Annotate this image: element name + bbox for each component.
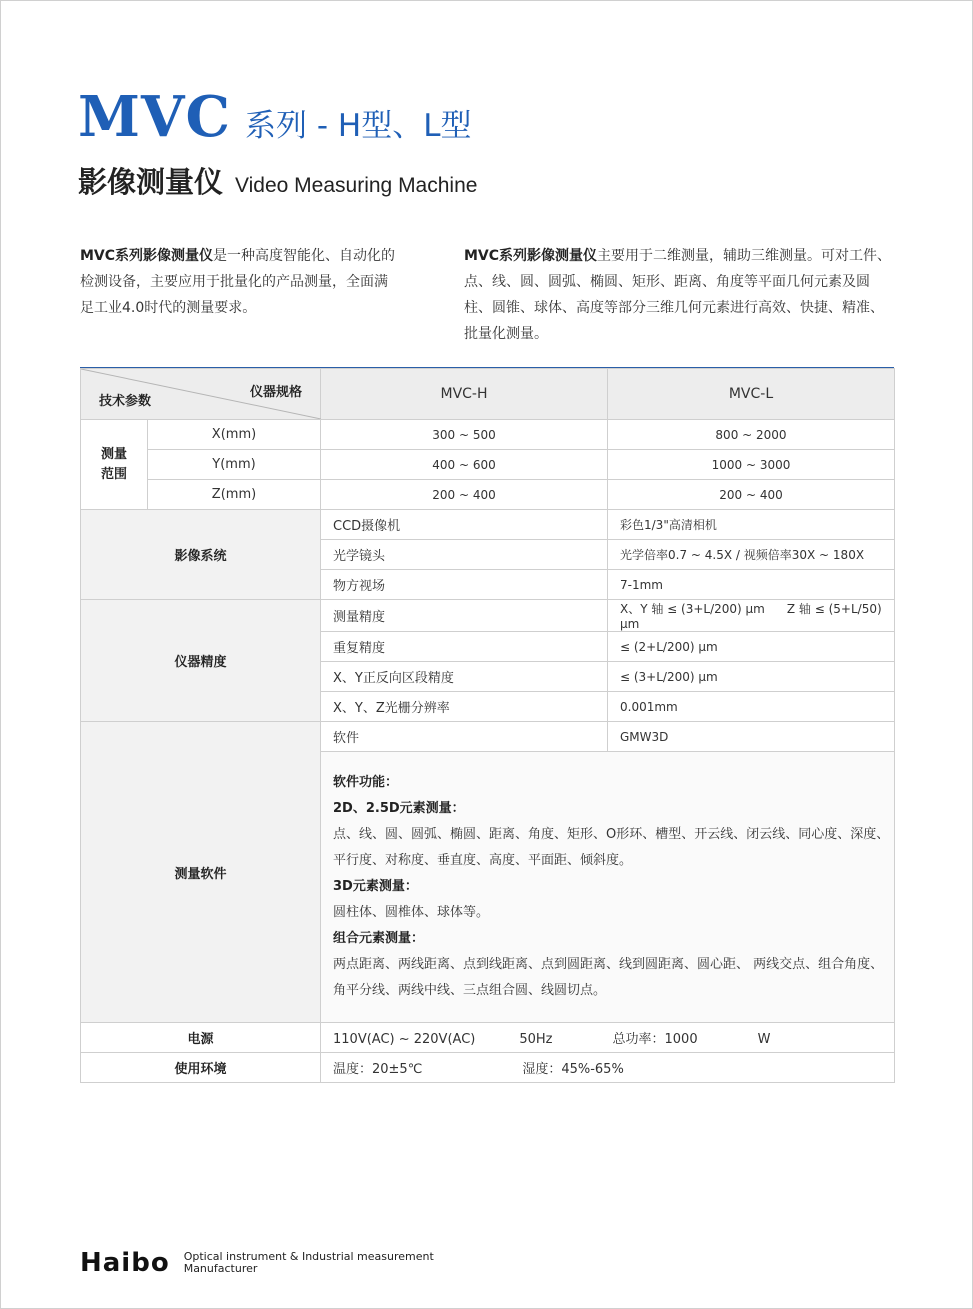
intro-left-text: 是一种高度智能化、自动化的检测设备，主要应用于批量化的产品测量，全面满足工业4.0时代的测量要求。: [80, 248, 396, 316]
intro-right-bold: MVC系列影像测量仪: [464, 248, 598, 264]
cell-value: 400 ~ 600: [321, 450, 608, 480]
tagline-line2: Manufacturer: [183, 1262, 258, 1275]
table-row: [81, 1053, 895, 1083]
series-title: 系列 - H型、L型: [245, 108, 472, 144]
col-header-mvc-l: MVC-L: [608, 369, 895, 420]
haibo-logo: Haibo: [80, 1248, 170, 1278]
axis-label: X(mm): [148, 420, 321, 450]
cell-value: 1000 ~ 3000: [608, 450, 895, 480]
axis-label: Z(mm): [148, 480, 321, 510]
group-software: 测量软件: [81, 722, 321, 1023]
functions-title: 软件功能：: [333, 775, 399, 790]
sec1-title: 2D、2.5D元素测量：: [333, 801, 465, 816]
param-name: CCD摄像机: [321, 510, 608, 540]
table-row: [81, 722, 895, 752]
power-voltage: 110V(AC) ~ 220V(AC): [333, 1032, 476, 1047]
axis-label: Y(mm): [148, 450, 321, 480]
power-total: 总功率：1000: [612, 1032, 698, 1047]
page-subtitle: [78, 160, 477, 201]
table-row: [81, 600, 895, 632]
param-name: 重复精度: [321, 632, 608, 662]
subtitle-en: Video Measuring Machine: [235, 174, 478, 197]
accuracy-xy: X、Y 轴 ≤ (3+L/200) μm: [620, 602, 765, 616]
param-value: 彩色1/3"高清相机: [608, 510, 895, 540]
group-accuracy: 仪器精度: [81, 600, 321, 722]
group-imaging: 影像系统: [81, 510, 321, 600]
table-row: [81, 420, 895, 450]
param-label: 技术参数: [99, 394, 152, 409]
intro-left-bold: MVC系列影像测量仪: [80, 248, 214, 264]
param-value: ≤ (2+L/200) μm: [608, 632, 895, 662]
cell-value: 200 ~ 400: [321, 480, 608, 510]
param-name: 软件: [321, 722, 608, 752]
table-row: [81, 510, 895, 540]
param-value: 0.001mm: [608, 692, 895, 722]
env-temperature: 温度：20±5℃: [333, 1062, 423, 1077]
param-value: 7-1mm: [608, 570, 895, 600]
subtitle-cn: 影像测量仪: [78, 165, 224, 199]
tagline-line1: Optical instrument & Industrial measurement: [183, 1250, 434, 1263]
footer-tagline: [184, 1251, 434, 1275]
param-name: 测量精度: [321, 600, 608, 632]
page-title: [78, 84, 472, 150]
sec3-title: 组合元素测量：: [333, 931, 425, 946]
power-frequency: 50Hz: [519, 1032, 553, 1047]
table-row: [81, 450, 895, 480]
sec3-line1: 两点距离、两线距离、点到线距离、点到圆距离、线到圆距离、圆心距、 两线交点、组合角度、: [333, 957, 884, 972]
table-row: [81, 480, 895, 510]
param-name: 物方视场: [321, 570, 608, 600]
power-value: [321, 1023, 895, 1053]
software-functions: [321, 752, 895, 1023]
sec2-title: 3D元素测量：: [333, 879, 418, 894]
param-value: GMW3D: [608, 722, 895, 752]
spec-label: 仪器规格: [249, 385, 302, 400]
accuracy-z: Z 轴 ≤ (5+L/50) μm: [620, 602, 882, 631]
intro-right-text: 主要用于二维测量，辅助三维测量。可对工件、点、线、圆、圆弧、椭圆、矩形、距离、角度等平面几何元素及圆柱、圆锥、球体、高度等部分三维几何元素进行高效、快捷、精准、批量化测量。: [464, 248, 892, 342]
intro-left: [80, 243, 400, 321]
table-header-row: [81, 369, 895, 420]
footer: [80, 1248, 434, 1278]
env-humidity: 湿度：45%-65%: [522, 1062, 624, 1077]
power-unit: W: [757, 1032, 771, 1047]
group-range: 测量 范围: [81, 420, 148, 510]
group-power: 电源: [81, 1023, 321, 1053]
cell-value: 300 ~ 500: [321, 420, 608, 450]
intro-right: [464, 243, 896, 347]
brand-title: MVC: [78, 84, 232, 150]
param-name: X、Y正反向区段精度: [321, 662, 608, 692]
param-value: ≤ (3+L/200) μm: [608, 662, 895, 692]
sec2-line1: 圆柱体、圆椎体、球体等。: [333, 905, 490, 920]
group-environment: 使用环境: [81, 1053, 321, 1083]
sec1-line2: 平行度、对称度、垂直度、高度、平面距、倾斜度。: [333, 853, 633, 868]
param-value: 光学倍率0.7 ~ 4.5X / 视频倍率30X ~ 180X: [608, 540, 895, 570]
sec3-line2: 角平分线、两线中线、三点组合圆、线圆切点。: [333, 983, 607, 998]
param-name: 光学镜头: [321, 540, 608, 570]
table-row: [81, 1023, 895, 1053]
param-name: X、Y、Z光栅分辨率: [321, 692, 608, 722]
environment-value: [321, 1053, 895, 1083]
cell-value: 200 ~ 400: [608, 480, 895, 510]
param-value: [608, 600, 895, 632]
cell-value: 800 ~ 2000: [608, 420, 895, 450]
col-header-mvc-h: MVC-H: [321, 369, 608, 420]
spec-table: [80, 368, 895, 1083]
sec1-line1: 点、线、圆、圆弧、椭圆、距离、角度、矩形、O形环、槽型、开云线、闭云线、同心度、深度、: [333, 827, 890, 842]
header-diagonal-cell: [81, 369, 321, 420]
